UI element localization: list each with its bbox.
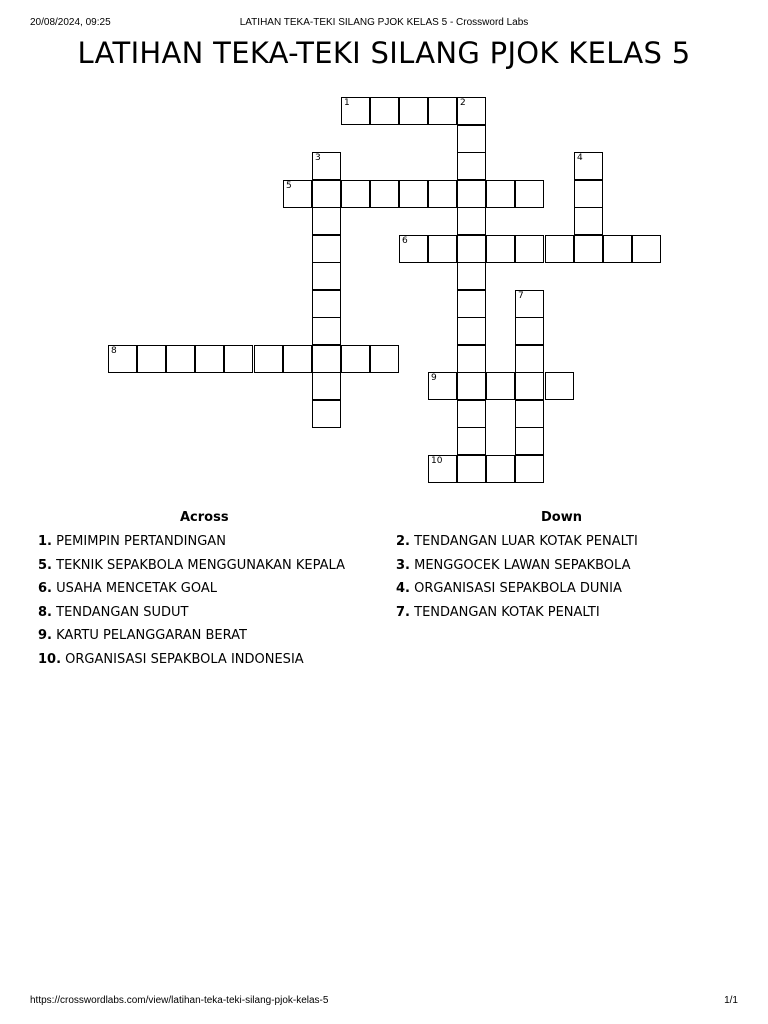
grid-cell[interactable] [312, 235, 341, 263]
grid-cell[interactable] [574, 152, 603, 180]
cell-number: 2 [460, 98, 466, 108]
print-page-title: LATIHAN TEKA-TEKI SILANG PJOK KELAS 5 - Crossword Labs [239, 17, 529, 28]
grid-cell[interactable] [428, 235, 457, 263]
clue-number: 9. [38, 628, 52, 644]
grid-cell[interactable] [137, 345, 166, 373]
grid-cell[interactable] [457, 207, 486, 235]
cell-number: 7 [518, 291, 524, 301]
grid-cell[interactable] [195, 345, 224, 373]
clue-text: ORGANISASI SEPAKBOLA INDONESIA [65, 651, 304, 667]
grid-cell[interactable] [341, 345, 370, 373]
grid-cell[interactable] [457, 317, 486, 345]
grid-cell[interactable] [457, 262, 486, 290]
grid-cell[interactable] [515, 455, 544, 483]
grid-cell[interactable] [370, 180, 399, 208]
grid-cell[interactable] [457, 427, 486, 455]
grid-cell[interactable] [515, 180, 544, 208]
grid-cell[interactable] [457, 125, 486, 153]
clue-number: 4. [396, 581, 410, 597]
clue-item [38, 648, 345, 672]
clue-number: 6. [38, 581, 52, 597]
cell-number: 3 [315, 153, 321, 163]
cell-number: 10 [431, 456, 443, 466]
grid-cell[interactable] [108, 345, 137, 373]
grid-cell[interactable] [370, 97, 399, 125]
grid-cell[interactable] [457, 400, 486, 428]
clue-number: 3. [396, 557, 410, 573]
clue-number: 5. [38, 557, 52, 573]
grid-cell[interactable] [457, 235, 486, 263]
grid-cell[interactable] [457, 97, 486, 125]
cell-number: 6 [402, 236, 408, 246]
grid-cell[interactable] [341, 180, 370, 208]
grid-cell[interactable] [574, 180, 603, 208]
grid-cell[interactable] [632, 235, 661, 263]
grid-cell[interactable] [312, 345, 341, 373]
cell-number: 9 [431, 373, 437, 383]
grid-cell[interactable] [428, 180, 457, 208]
grid-cell[interactable] [515, 427, 544, 455]
grid-cell[interactable] [399, 97, 428, 125]
cell-number: 1 [344, 98, 350, 108]
clue-number: 7. [396, 604, 410, 620]
grid-cell[interactable] [312, 290, 341, 318]
grid-cell[interactable] [603, 235, 632, 263]
clue-text: TENDANGAN KOTAK PENALTI [414, 604, 600, 620]
grid-cell[interactable] [428, 455, 457, 483]
grid-cell[interactable] [574, 235, 603, 263]
grid-cell[interactable] [399, 235, 428, 263]
grid-cell[interactable] [486, 180, 515, 208]
grid-cell[interactable] [312, 400, 341, 428]
clue-item [396, 601, 638, 625]
clue-text: USAHA MENCETAK GOAL [56, 581, 217, 597]
clue-item [38, 624, 345, 648]
clue-item [38, 554, 345, 578]
grid-cell[interactable] [457, 152, 486, 180]
clue-text: KARTU PELANGGARAN BERAT [56, 628, 247, 644]
clue-item [38, 530, 345, 554]
grid-cell[interactable] [399, 180, 428, 208]
grid-cell[interactable] [312, 152, 341, 180]
grid-cell[interactable] [224, 345, 253, 373]
across-heading: Across [180, 510, 229, 525]
clue-text: PEMIMPIN PERTANDINGAN [56, 534, 226, 549]
grid-cell[interactable] [370, 345, 399, 373]
cell-number: 5 [286, 181, 292, 191]
clue-text: TENDANGAN SUDUT [56, 604, 189, 620]
clue-text: MENGGOCEK LAWAN SEPAKBOLA [414, 557, 631, 573]
print-url: https://crosswordlabs.com/view/latihan-teka-teki-silang-pjok-kelas-5 [30, 995, 329, 1006]
print-datetime: 20/08/2024, 09:25 [30, 17, 111, 28]
grid-cell[interactable] [166, 345, 195, 373]
grid-cell[interactable] [312, 317, 341, 345]
grid-cell[interactable] [545, 235, 574, 263]
clue-item [396, 530, 638, 554]
grid-cell[interactable] [515, 372, 544, 400]
grid-cell[interactable] [428, 372, 457, 400]
clue-item [396, 577, 638, 601]
grid-cell[interactable] [312, 262, 341, 290]
grid-cell[interactable] [515, 400, 544, 428]
clue-number: 10. [38, 651, 62, 667]
grid-cell[interactable] [515, 345, 544, 373]
grid-cell[interactable] [486, 235, 515, 263]
grid-cell[interactable] [457, 180, 486, 208]
page-title: LATIHAN TEKA-TEKI SILANG PJOK KELAS 5 [77, 36, 691, 70]
grid-cell[interactable] [312, 180, 341, 208]
cell-number: 8 [111, 346, 117, 356]
grid-cell[interactable] [283, 345, 312, 373]
grid-cell[interactable] [574, 207, 603, 235]
grid-cell[interactable] [545, 372, 574, 400]
grid-cell[interactable] [254, 345, 283, 373]
clue-item [38, 577, 345, 601]
grid-cell[interactable] [515, 317, 544, 345]
across-clue-list [38, 530, 345, 672]
grid-cell[interactable] [428, 97, 457, 125]
clue-text: ORGANISASI SEPAKBOLA DUNIA [414, 581, 622, 597]
grid-cell[interactable] [457, 345, 486, 373]
clue-item [38, 601, 345, 625]
down-heading: Down [541, 510, 582, 525]
grid-cell[interactable] [341, 97, 370, 125]
clue-number: 1. [38, 534, 52, 549]
down-clue-list [396, 530, 638, 624]
clue-text: TENDANGAN LUAR KOTAK PENALTI [414, 534, 638, 549]
grid-cell[interactable] [283, 180, 312, 208]
clue-number: 8. [38, 604, 52, 620]
grid-cell[interactable] [486, 372, 515, 400]
grid-cell[interactable] [515, 290, 544, 318]
grid-cell[interactable] [312, 207, 341, 235]
clue-item [396, 554, 638, 578]
print-page-number: 1/1 [724, 995, 738, 1006]
grid-cell[interactable] [457, 455, 486, 483]
cell-number: 4 [577, 153, 583, 163]
clue-text: TEKNIK SEPAKBOLA MENGGUNAKAN KEPALA [56, 557, 345, 573]
clue-number: 2. [396, 534, 410, 549]
grid-cell[interactable] [312, 372, 341, 400]
grid-cell[interactable] [486, 455, 515, 483]
grid-cell[interactable] [457, 372, 486, 400]
grid-cell[interactable] [457, 290, 486, 318]
grid-cell[interactable] [515, 235, 544, 263]
